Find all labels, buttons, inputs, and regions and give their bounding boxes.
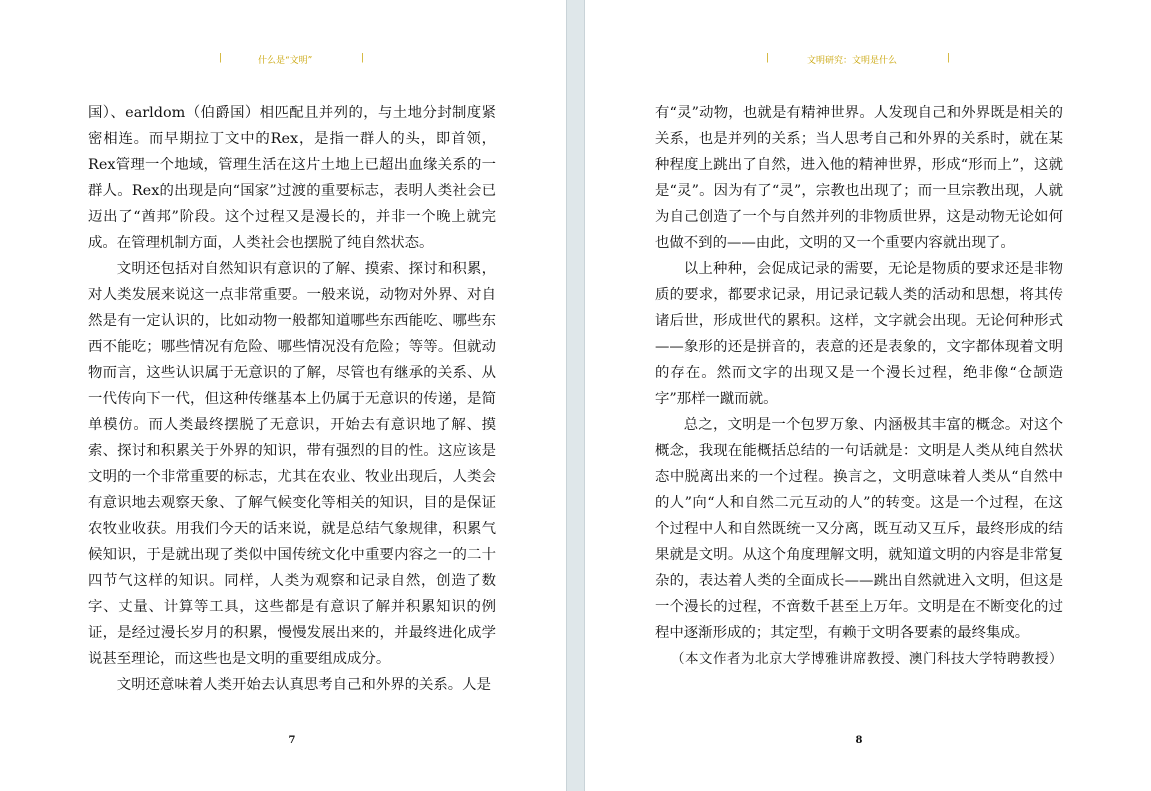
header-bar-right: | xyxy=(947,53,951,63)
header-title: 什么是“文明” xyxy=(258,56,313,66)
left-body-text xyxy=(88,100,496,698)
paragraph: 文明还包括对自然知识有意识的了解、摸索、探讨和积累，对人类发展来说这一点非常重要。一般来说，动物对外界、对自然是有一定认识的，比如动物一般都知道哪些东西能吃、哪些东西不能吃；哪些情况有危险、哪些情况没有危险；等等。但就动物而言，这些认识属于无意识的了解，尽管也有继承的关系、从一代传向下一代，但这种传继基本上仍属于无意识的传递，是简单模仿。而人类最终摆脱了无意识，开始去有意识地了解、摸索、探讨和积累关于外界的知识，带有强烈的目的性。这应该是文明的一个非常重要的标志，尤其在农业、牧业出现后，人类会有意识地去观察天象、了解气候变化等相关的知识，目的是保证农牧业收获。用我们今天的话来说，就是总结气象规律，积累气候知识，于是就出现了类似中国传统文化中重要内容之一的二十四节气这样的知识。同样，人类为观察和记录自然，创造了数字、丈量、计算等工具，这些都是有意识了解并积累知识的例证，是经过漫长岁月的积累，慢慢发展出来的，并最终进化成学说甚至理论，而这些也是文明的重要组成成分。 xyxy=(88,261,496,667)
paragraph: 有“灵”动物，也就是有精神世界。人发现自己和外界既是相关的关系，也是并列的关系；当人思考自己和外界的关系时，就在某种程度上跳出了自然，进入他的精神世界，形成“形而上”，这就是“灵”。因为有了“灵”，宗教也出现了；而一旦宗教出现，人就为自己创造了一个与自然并列的非物质世界，这是动物无论如何也做不到的——由此，文明的又一个重要内容就出现了。 xyxy=(655,105,1063,251)
header-bar-left: | xyxy=(766,53,770,63)
paragraph: 国）、earldom（伯爵国）相匹配且并列的，与土地分封制度紧密相连。而早期拉丁文中的Rex，是指一群人的头，即首领，Rex管理一个地域，管理生活在这片土地上已超出血缘关系的一群人。Rex的出现是向“国家”过渡的重要标志，表明人类社会已迈出了“酋邦”阶段。这个过程又是漫长的，并非一个晚上就完成。在管理机制方面，人类社会也摆脱了纯自然状态。 xyxy=(88,105,496,251)
paragraph: 文明还意味着人类开始去认真思考自己和外界的关系。人是 xyxy=(116,677,491,693)
page-number: 7 xyxy=(288,735,296,746)
page-number: 8 xyxy=(855,735,863,746)
paragraph: 以上种种，会促成记录的需要，无论是物质的要求还是非物质的要求，都要求记录，用记录记载人类的活动和思想，将其传诸后世，形成世代的累积。这样，文字就会出现。无论何种形式——象形的还是拼音的，表意的还是表象的，文字都体现着文明的存在。然而文字的出现又是一个漫长过程，绝非像“仓颉造字”那样一蹴而就。 xyxy=(655,261,1063,407)
right-running-header xyxy=(585,53,1151,67)
left-page xyxy=(0,0,567,791)
right-page xyxy=(584,0,1151,791)
header-bar-left: | xyxy=(219,53,223,63)
header-title: 文明研究：文明是什么 xyxy=(807,56,898,66)
paragraph: 总之，文明是一个包罗万象、内涵极其丰富的概念。对这个概念，我现在能概括总结的一句话就是：文明是人类从纯自然状态中脱离出来的一个过程。换言之，文明意味着人类从“自然中的人”向“人和自然二元互动的人”的转变。这是一个过程，在这个过程中人和自然既统一又分离，既互动又互斥，最终形成的结果就是文明。从这个角度理解文明，就知道文明的内容是非常复杂的，表达着人类的全面成长——跳出自然就进入文明，但这是一个漫长的过程，不啻数千甚至上万年。文明是在不断变化的过程中逐渐形成的；其定型，有赖于文明各要素的最终集成。 xyxy=(655,417,1063,641)
author-note: （本文作者为北京大学博雅讲席教授、澳门科技大学特聘教授） xyxy=(671,651,1063,667)
right-body-text xyxy=(655,100,1063,672)
header-bar-right: | xyxy=(361,53,365,63)
left-running-header xyxy=(0,53,566,67)
